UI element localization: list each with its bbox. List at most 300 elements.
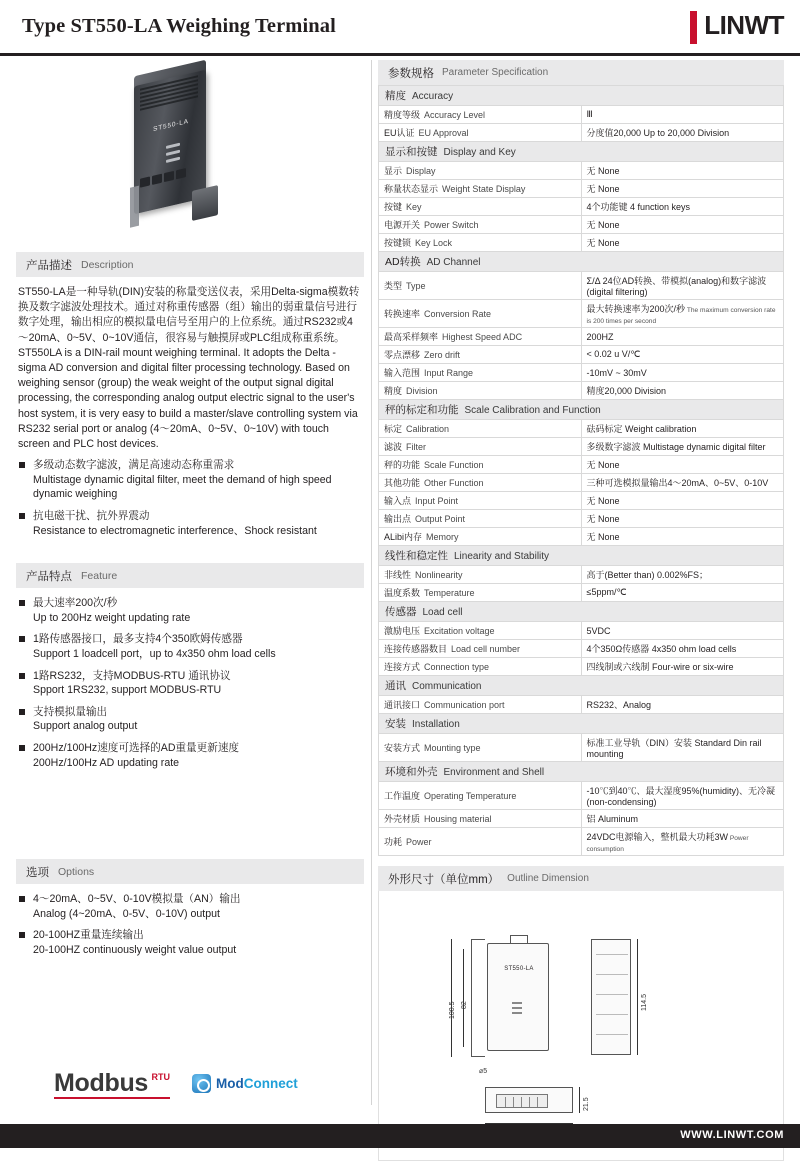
spec-group-label	[379, 714, 784, 734]
spec-key-cell	[379, 810, 582, 828]
spec-key-en: Nonlinearity	[415, 570, 463, 580]
outline-bottom-view	[485, 1087, 573, 1113]
dim-line-vertical-inner	[463, 949, 464, 1047]
spec-key-en: Scale Function	[424, 460, 484, 470]
spec-key-en: Calibration	[406, 424, 450, 434]
modconnect-logo	[192, 1074, 298, 1093]
spec-key-cell	[379, 382, 582, 400]
spec-key-cn: 通讯接口	[384, 700, 421, 710]
spec-key-cn: 连接方式	[384, 662, 421, 672]
spec-key-cn: 输出点	[384, 514, 412, 524]
spec-value: < 0.02 u V/℃	[586, 349, 641, 359]
spec-key-cell	[379, 234, 582, 252]
outline-front-view	[487, 943, 549, 1051]
spec-value-cell	[581, 696, 784, 714]
spec-key-cn: 温度系数	[384, 588, 421, 598]
section-feature-title-en: Feature	[81, 569, 118, 582]
dim-line-vertical-outer	[451, 939, 452, 1057]
spec-key-cell	[379, 420, 582, 438]
spec-value-cell	[581, 528, 784, 546]
dim-label-side-height: 114.5	[641, 994, 648, 1011]
spec-value: 多级数字滤波 Multistage dynamic digital filter	[586, 442, 766, 452]
spec-title-en: Parameter Specification	[442, 67, 549, 78]
modbus-rtu-superscript: RTU	[151, 1071, 171, 1082]
spec-value: 精度20,000 Division	[586, 386, 667, 396]
modbus-logo	[54, 1068, 171, 1098]
spec-value-cell	[581, 474, 784, 492]
spec-key-cell	[379, 456, 582, 474]
bullet-cn: 1路传感器接口，最多支持4个350欧姆传感器	[33, 633, 243, 646]
spec-key-cn: 非线性	[384, 570, 412, 580]
spec-key-en: Conversion Rate	[424, 309, 492, 319]
spec-key-cell	[379, 528, 582, 546]
options-bullets	[18, 892, 360, 957]
bullet-en: Analog (4~20mA、0-5V、0-10V) output	[33, 907, 220, 920]
spec-key-cell	[379, 734, 582, 762]
spec-key-cell	[379, 566, 582, 584]
section-feature-header	[16, 562, 364, 588]
spec-key-en: Filter	[406, 442, 427, 452]
spec-key-cn: 输入范围	[384, 368, 421, 378]
spec-value-cell	[581, 234, 784, 252]
spec-key-cn: 零点漂移	[384, 350, 421, 360]
list-item	[18, 458, 360, 502]
spec-group-label-cn: 秤的标定和功能	[385, 404, 459, 416]
spec-key-cn: 精度等级	[384, 110, 421, 120]
spec-key-en: Excitation voltage	[424, 626, 495, 636]
spec-key-cell	[379, 584, 582, 602]
spec-group-label-cn: 安装	[385, 718, 406, 730]
spec-key-en: Input Range	[424, 368, 474, 378]
spec-group-label-en: Accuracy	[412, 91, 454, 102]
spec-key-cell	[379, 438, 582, 456]
spec-key-en: Output Point	[415, 514, 466, 524]
spec-key-cn: 输入点	[384, 496, 412, 506]
spec-group-row	[379, 676, 784, 696]
spec-group-row	[379, 714, 784, 734]
spec-group-label-en: Environment and Shell	[443, 767, 545, 778]
list-item	[18, 509, 360, 538]
spec-key-en: Operating Temperature	[424, 791, 517, 801]
spec-value-cell	[581, 346, 784, 364]
outline-led-marks	[512, 1002, 522, 1017]
spec-value-cell	[581, 584, 784, 602]
spec-value-cell	[581, 198, 784, 216]
table-row	[379, 622, 784, 640]
spec-value-cell	[581, 216, 784, 234]
spec-value-cell	[581, 734, 784, 762]
spec-key-cell	[379, 198, 582, 216]
modconnect-mod: Mod	[216, 1075, 244, 1091]
list-item	[18, 596, 360, 625]
spec-group-label	[379, 546, 784, 566]
spec-value-cell	[581, 328, 784, 346]
feature-body	[16, 596, 364, 770]
spec-group-label-en: Display and Key	[443, 147, 516, 158]
header-divider	[0, 53, 800, 56]
footer-website: WWW.LINWT.COM	[680, 1129, 784, 1141]
right-column	[378, 60, 784, 1161]
spec-value: 分度值20,000 Up to 20,000 Division	[586, 128, 730, 138]
table-row	[379, 528, 784, 546]
list-item	[18, 632, 360, 661]
description-para-cn: ST550-LA是一种导轨(DIN)安装的称量变送仪表，采用Delta-sigma模数转换及数字滤波处理技术。通过对称重传感器（组）输出的弱重量信号进行数字处理，输出相应的模拟量电信号至用户的上位系统。通过RS232或4～20mA、0~5V、0~10V通信，很容易与触摸屏或PLC组成称重系统。	[18, 286, 360, 344]
page-footer	[0, 1124, 800, 1148]
spec-group-label-en: Load cell	[422, 607, 463, 618]
table-row	[379, 438, 784, 456]
section-feature-title-cn: 产品特点	[26, 570, 72, 583]
section-description-header	[16, 251, 364, 277]
spec-value: 三种可选模拟量输出4～20mA、0~5V、0-10V	[586, 478, 769, 488]
spec-value: RS232、Analog	[586, 700, 652, 710]
spec-key-en: Power	[406, 837, 432, 847]
feature-bullets	[18, 596, 360, 770]
outline-top-cap	[510, 935, 528, 944]
bullet-en: Up to 200Hz weight updating rate	[33, 611, 191, 624]
bullet-en: Support analog output	[33, 720, 138, 733]
outline-drawing	[378, 891, 784, 1161]
spec-value-cell	[581, 640, 784, 658]
table-row	[379, 300, 784, 328]
table-row	[379, 828, 784, 856]
spec-group-label-en: Installation	[412, 719, 460, 730]
spec-key-cell	[379, 622, 582, 640]
spec-group-label-en: Linearity and Stability	[454, 551, 550, 562]
table-row	[379, 364, 784, 382]
spec-value: 标准工业导轨（DIN）安装 Standard Din rail mounting	[586, 738, 762, 759]
spec-value-cell	[581, 438, 784, 456]
spec-key-en: Mounting type	[424, 743, 481, 753]
spec-key-cell	[379, 364, 582, 382]
spec-value: 砝码标定 Weight calibration	[586, 424, 697, 434]
spec-group-row	[379, 546, 784, 566]
spec-key-en: Type	[406, 281, 426, 291]
spec-key-cn: 其他功能	[384, 478, 421, 488]
spec-value: -10℃到40℃、最大湿度95%(humidity)、无冷凝(non-condensing)	[586, 786, 776, 807]
bullet-en: Spport 1RS232, support MODBUS-RTU	[33, 684, 222, 697]
table-row	[379, 584, 784, 602]
description-bullets	[18, 458, 360, 538]
spec-value: 无 None	[586, 514, 620, 524]
spec-key-en: Display	[406, 166, 436, 176]
partner-logos	[16, 1060, 364, 1106]
table-row	[379, 810, 784, 828]
spec-value: 铝 Aluminum	[586, 814, 639, 824]
outline-title-cn: 外形尺寸（单位mm）	[388, 873, 500, 886]
spec-value-cell	[581, 658, 784, 676]
spec-key-cn: 外壳材质	[384, 814, 421, 824]
spec-key-cn: 标定	[384, 424, 403, 434]
column-divider	[371, 60, 372, 1105]
list-item	[18, 928, 360, 957]
spec-key-cn: 最高采样频率	[384, 332, 439, 342]
spec-key-cell	[379, 640, 582, 658]
bullet-cn: 支持模拟量输出	[33, 705, 108, 718]
bullet-cn: 4～20mA、0~5V、0-10V模拟量（AN）输出	[33, 893, 241, 906]
spec-group-label	[379, 676, 784, 696]
spec-group-row	[379, 762, 784, 782]
spec-value-cell	[581, 180, 784, 198]
modbus-underline	[54, 1097, 170, 1099]
spec-group-label	[379, 252, 784, 272]
dim-label-height-inner: 82	[461, 1001, 468, 1009]
spec-key-en: Housing material	[424, 814, 492, 824]
spec-key-cn: EU认证	[384, 128, 415, 138]
table-row	[379, 198, 784, 216]
spec-key-cell	[379, 162, 582, 180]
spec-value: -10mV ~ 30mV	[586, 367, 647, 378]
options-body	[16, 892, 364, 957]
outline-title-en: Outline Dimension	[507, 873, 589, 884]
spec-key-cn: 秤的功能	[384, 460, 421, 470]
spec-key-en: Key	[406, 202, 422, 212]
table-row	[379, 640, 784, 658]
outline-rail-profile	[471, 939, 485, 1057]
spec-value-cell	[581, 300, 784, 328]
spec-key-en: Other Function	[424, 478, 484, 488]
section-options-title-en: Options	[58, 865, 95, 878]
table-row	[379, 382, 784, 400]
table-row	[379, 234, 784, 252]
spec-key-cell	[379, 216, 582, 234]
table-row	[379, 328, 784, 346]
brand-accent-bar	[690, 11, 697, 44]
spec-key-cell	[379, 124, 582, 142]
spec-key-cell	[379, 474, 582, 492]
spec-value: 无 None	[586, 460, 620, 470]
spec-value-cell	[581, 420, 784, 438]
spec-group-row	[379, 252, 784, 272]
spec-value: 最大转换速率为200次/秒	[586, 304, 686, 314]
bullet-en: Multistage dynamic digital filter, meet the demand of high speed dynamic weighing	[33, 473, 332, 501]
spec-key-cn: 功耗	[384, 837, 403, 847]
spec-value: 无 None	[586, 496, 620, 506]
spec-key-cn: 工作温度	[384, 791, 421, 801]
table-row	[379, 566, 784, 584]
spec-group-label-cn: 精度	[385, 90, 406, 102]
dim-line-side-height	[637, 939, 638, 1055]
list-item	[18, 741, 360, 770]
modconnect-wordmark	[216, 1076, 298, 1091]
table-row	[379, 180, 784, 198]
section-options-title-cn: 选项	[26, 866, 49, 879]
table-row	[379, 492, 784, 510]
spec-value-cell	[581, 162, 784, 180]
outline-side-view	[591, 939, 631, 1055]
spec-key-cn: ALibi内存	[384, 532, 423, 542]
spec-key-cell	[379, 782, 582, 810]
table-row	[379, 658, 784, 676]
spec-group-label-cn: 线性和稳定性	[385, 550, 448, 562]
section-options-header	[16, 858, 364, 884]
spec-value-cell	[581, 272, 784, 300]
spec-key-cell	[379, 300, 582, 328]
table-row	[379, 696, 784, 714]
spec-key-en: Zero drift	[424, 350, 461, 360]
spec-key-en: Memory	[426, 532, 459, 542]
spec-key-cell	[379, 106, 582, 124]
spec-table-header	[378, 60, 784, 85]
spec-key-cn: 转换速率	[384, 309, 421, 319]
dim-line-depth	[579, 1087, 580, 1113]
spec-group-label	[379, 762, 784, 782]
brand-logo	[690, 10, 784, 44]
spec-value: 无 None	[586, 238, 620, 248]
modconnect-connect: Connect	[243, 1075, 298, 1091]
spec-value: 200HZ	[586, 331, 614, 342]
bullet-cn: 20-100HZ重量连续输出	[33, 929, 144, 942]
spec-value-cell	[581, 510, 784, 528]
spec-key-cell	[379, 272, 582, 300]
spec-value-cell	[581, 566, 784, 584]
spec-group-label	[379, 86, 784, 106]
spec-value: Ⅲ	[586, 109, 593, 119]
table-row	[379, 782, 784, 810]
list-item	[18, 705, 360, 734]
outline-device-label: ST550-LA	[504, 966, 534, 972]
bullet-cn: 200Hz/100Hz速度可选择的AD重量更新速度	[33, 741, 240, 754]
modbus-wordmark: Modbus	[54, 1068, 149, 1097]
spec-key-en: Load cell number	[451, 644, 521, 654]
spec-group-row	[379, 86, 784, 106]
spec-value-cell	[581, 364, 784, 382]
spec-key-cn: 精度	[384, 386, 403, 396]
spec-value-cell	[581, 810, 784, 828]
spec-key-en: Highest Speed ADC	[442, 332, 523, 342]
spec-key-cn: 滤波	[384, 442, 403, 452]
spec-value-cell	[581, 492, 784, 510]
spec-key-en: Accuracy Level	[424, 110, 486, 120]
spec-value: 无 None	[586, 184, 620, 194]
spec-value: Σ/Δ 24位AD转换、带模拟(analog)和数字滤波(digital filtering)	[586, 276, 767, 297]
spec-key-cn: 电源开关	[384, 220, 421, 230]
spec-group-label-cn: 通讯	[385, 680, 406, 692]
table-row	[379, 106, 784, 124]
spec-value: 高于(Better than) 0.002%FS；	[586, 570, 709, 580]
spec-group-label	[379, 602, 784, 622]
spec-group-label-cn: 显示和按键	[385, 146, 438, 158]
dim-label-depth: 21.5	[583, 1097, 590, 1111]
spec-key-cell	[379, 510, 582, 528]
spec-key-cn: 安装方式	[384, 743, 421, 753]
spec-value-cell	[581, 124, 784, 142]
description-para-en: ST550LA is a DIN-rail mount weighing terminal. It adopts the Delta - sigma AD conversion and digital filter processing technology. Based on weighing sensor (group) the weak weight of the output signal digital processing, the corresponding analog output electric signal to the user's host system, it is very easy to build a master/slave controlling system via RS232 serial port or analog (4～20mA、0~5V、0~10V) with touch screen and PLC host devices.	[18, 346, 358, 451]
spec-value: 无 None	[586, 220, 620, 230]
spec-group-label-en: AD Channel	[426, 257, 481, 268]
spec-value-note: The maximum conversion rate is 200 times per second	[586, 307, 776, 325]
outline-terminal-block	[496, 1094, 548, 1108]
table-row	[379, 216, 784, 234]
device-connector-block	[192, 185, 218, 221]
brand-name: LINWT	[704, 10, 784, 40]
device-model-label: ST550-LA	[153, 117, 189, 134]
spec-group-label-en: Scale Calibration and Function	[464, 405, 601, 416]
spec-key-en: Division	[406, 386, 438, 396]
spec-value: 四线制或六线制 Four-wire or six-wire	[586, 662, 734, 672]
spec-key-en: Connection type	[424, 662, 490, 672]
product-photo	[16, 60, 364, 245]
spec-key-cn: 显示	[384, 166, 403, 176]
spec-key-cn: 激励电压	[384, 626, 421, 636]
dim-label-hole: ⌀5	[479, 1068, 488, 1075]
table-row	[379, 420, 784, 438]
spec-key-cell	[379, 346, 582, 364]
table-row	[379, 734, 784, 762]
spec-key-en: Input Point	[415, 496, 459, 506]
spec-key-en: Key Lock	[415, 238, 453, 248]
spec-key-cn: 按键锁	[384, 238, 412, 248]
left-column	[16, 60, 364, 965]
section-description-title-en: Description	[81, 258, 134, 271]
spec-title-cn: 参数规格	[388, 67, 434, 80]
spec-group-label	[379, 400, 784, 420]
spec-value: ≤5ppm/℃	[586, 587, 627, 597]
table-row	[379, 272, 784, 300]
bullet-en: Support 1 loadcell port，up to 4x350 ohm load cells	[33, 647, 276, 660]
spec-group-label-cn: 环境和外壳	[385, 766, 438, 778]
spec-key-cell	[379, 180, 582, 198]
spec-value: 无 None	[586, 532, 620, 542]
spec-key-en: Temperature	[424, 588, 475, 598]
spec-key-en: Weight State Display	[442, 184, 526, 194]
section-description-title-cn: 产品描述	[26, 259, 72, 272]
spec-group-label	[379, 142, 784, 162]
table-row	[379, 456, 784, 474]
spec-value-cell	[581, 782, 784, 810]
spec-key-cell	[379, 492, 582, 510]
table-row	[379, 124, 784, 142]
bullet-cn: 1路RS232，支持MODBUS-RTU 通讯协议	[33, 669, 231, 682]
page-header	[0, 0, 800, 54]
spec-key-en: EU Approval	[418, 128, 469, 138]
spec-key-cell	[379, 328, 582, 346]
spec-group-label-en: Communication	[412, 681, 482, 692]
spec-key-cn: 连接传感器数目	[384, 644, 448, 654]
bullet-en: Resistance to electromagnetic interference、Shock resistant	[33, 524, 317, 537]
description-body	[16, 285, 364, 538]
spec-value-cell	[581, 828, 784, 856]
table-row	[379, 346, 784, 364]
spec-key-en: Communication port	[424, 700, 505, 710]
spec-value: 无 None	[586, 166, 620, 176]
modconnect-icon	[192, 1074, 211, 1093]
spec-key-cn: 类型	[384, 281, 403, 291]
spec-value-cell	[581, 622, 784, 640]
spec-key-cn: 按键	[384, 202, 403, 212]
spec-key-cn: 称量状态显示	[384, 184, 439, 194]
spec-group-label-cn: 传感器	[385, 606, 417, 618]
table-row	[379, 510, 784, 528]
spec-key-cell	[379, 696, 582, 714]
spec-key-cell	[379, 828, 582, 856]
spec-key-cell	[379, 658, 582, 676]
spec-value: 4个350Ω传感器 4x350 ohm load cells	[586, 644, 737, 654]
spec-value-cell	[581, 456, 784, 474]
spec-table	[378, 85, 784, 856]
page-title: Type ST550-LA Weighing Terminal	[22, 15, 336, 37]
spec-value-cell	[581, 106, 784, 124]
bullet-en: 20-100HZ continuously weight value output	[33, 943, 237, 956]
bullet-cn: 抗电磁干扰、抗外界震动	[33, 510, 150, 523]
spec-value-cell	[581, 382, 784, 400]
spec-value: 24VDC电源输入，整机最大功耗3W	[586, 832, 729, 842]
bullet-cn: 最大速率200次/秒	[33, 597, 118, 610]
list-item	[18, 669, 360, 698]
table-row	[379, 162, 784, 180]
outline-header	[378, 866, 784, 891]
spec-group-row	[379, 400, 784, 420]
spec-group-row	[379, 142, 784, 162]
